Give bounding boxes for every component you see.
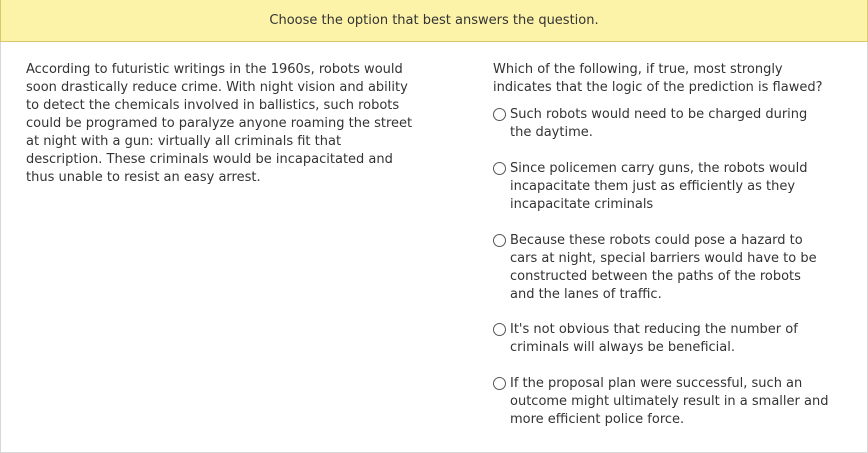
radio-button-icon[interactable] [493, 234, 506, 247]
radio-button-icon[interactable] [493, 377, 506, 390]
answer-choice-label: Since policemen carry guns, the robots would incapacitate them just as efficiently as they incapacitate criminals [510, 161, 808, 212]
answer-choice-label: Because these robots could pose a hazard to cars at night, special barriers would have to be constructed between the paths of the robots and the lanes of traffic. [510, 233, 817, 302]
instruction-banner [0, 0, 868, 42]
passage-text: According to futuristic writings in the 1960s, robots would soon drastically reduce crime. With night vision and ability to detect the chemicals involved in ballistics, such robots could be programed to paralyze anyone roaming the street at night with a gun: virtually all criminals fit that description. These criminals would be incapacitated and thus unable to resist an easy arrest. [26, 62, 413, 185]
answer-choice-a[interactable] [493, 106, 838, 142]
answer-choice-label: It's not obvious that reducing the number of criminals will always be beneficial. [510, 322, 798, 355]
answer-choice-label: Such robots would need to be charged during the daytime. [510, 107, 808, 140]
answer-choice-b[interactable] [493, 160, 838, 214]
answer-choice-d[interactable] [493, 321, 838, 357]
answer-choice-c[interactable] [493, 232, 838, 304]
radio-button-icon[interactable] [493, 162, 506, 175]
instruction-text: Choose the option that best answers the question. [269, 13, 599, 28]
question-stem: Which of the following, if true, most strongly indicates that the logic of the prediction is flawed? [493, 62, 823, 95]
answer-choice-label: If the proposal plan were successful, such an outcome might ultimately result in a smaller and more efficient police force. [510, 376, 829, 427]
answer-choice-e[interactable] [493, 375, 838, 429]
radio-button-icon[interactable] [493, 323, 506, 336]
radio-button-icon[interactable] [493, 108, 506, 121]
